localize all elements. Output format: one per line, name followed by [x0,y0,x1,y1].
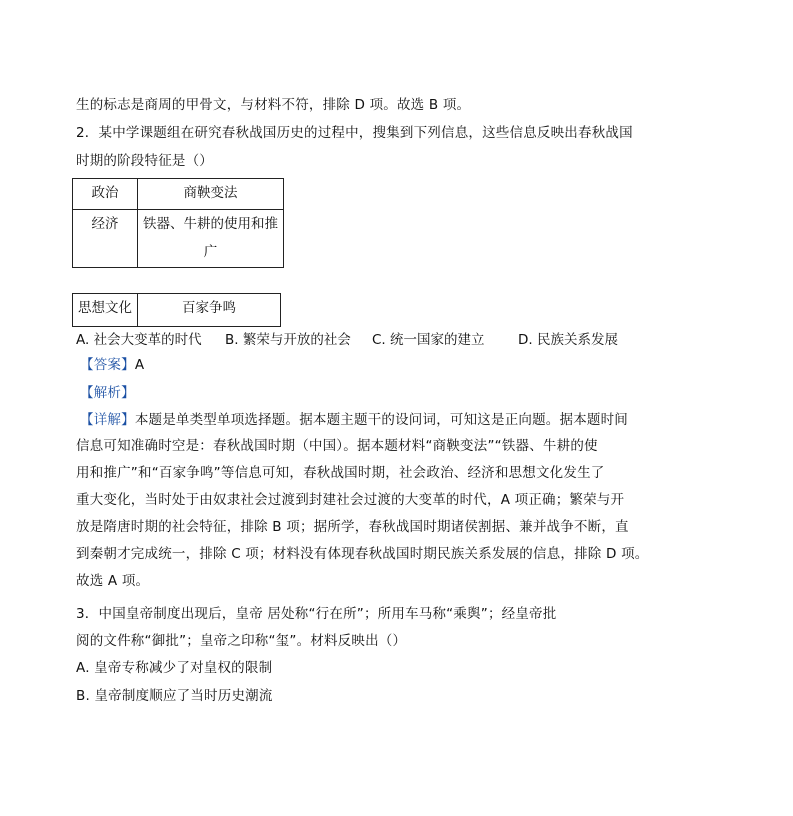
table1-politics-value: 商鞅变法 [138,179,284,210]
option-c: C. 统一国家的建立 [372,332,485,348]
answer-line [80,356,144,374]
detail-line-3: 用和推广”和“百家争鸣”等信息可知，春秋战国时期，社会政治、经济和思想文化发生了 [76,465,605,481]
detail-line-5: 放是隋唐时期的社会特征，排除 B 项；据所学，春秋战国时期诸侯割据、兼并战争不断，直 [76,519,629,535]
analysis-label: 【解析】 [80,385,135,401]
table1-economy-line-1: 铁器、牛耕的使用和推 [143,216,278,232]
answer-value: A [134,357,145,373]
question-3-option-a: A. 皇帝专称减少了对皇权的限制 [76,660,273,676]
info-table-2 [72,293,281,327]
line-conclusion-prev: 生的标志是商周的甲骨文，与材料不符，排除 D 项。故选 B 项。 [76,97,471,113]
table1-politics-label: 政治 [73,179,138,210]
detail-line-7: 故选 A 项。 [76,573,150,589]
answer-bracket: 【答案】 [80,357,135,373]
question-2-line-1: 2．某中学课题组在研究春秋战国历史的过程中，搜集到下列信息，这些信息反映出春秋战国 [76,125,633,141]
detail-bracket: 【详解】 [80,412,135,428]
detail-line-4: 重大变化，当时处于由奴隶社会过渡到封建社会过渡的大变革的时代，A 项正确；繁荣与开 [76,492,625,508]
table2-thought-value: 百家争鸣 [138,294,281,327]
detail-line-2: 信息可知准确时空是：春秋战国时期（中国）。据本题材料“商鞅变法”“铁器、牛耕的使 [76,438,598,454]
detail-line-1 [80,411,628,429]
question-3-line-1: 3．中国皇帝制度出现后，皇帝 居处称“行在所”；所用车马称“乘舆”；经皇帝批 [76,606,557,622]
info-table-1 [72,178,284,268]
table1-economy-label: 经济 [73,210,138,268]
detail-line-6: 到秦朝才完成统一，排除 C 项；材料没有体现春秋战国时期民族关系发展的信息，排除 D 项。 [76,546,649,562]
question-2-line-2: 时期的阶段特征是（） [76,153,213,169]
question-3-line-2: 阅的文件称“御批”；皇帝之印称“玺”。材料反映出（） [76,633,407,649]
option-a: A. 社会大变革的时代 [76,332,202,348]
option-d: D. 民族关系发展 [518,332,618,348]
table1-economy-value [138,210,284,268]
table2-thought-label: 思想文化 [73,294,138,327]
question-3-option-b: B. 皇帝制度顺应了当时历史潮流 [76,688,273,704]
table1-economy-line-2: 广 [203,244,218,260]
detail-text-1: 本题是单类型单项选择题。据本题主题干的设问词，可知这是正向题。据本题时间 [134,412,629,428]
option-b: B. 繁荣与开放的社会 [225,332,351,348]
